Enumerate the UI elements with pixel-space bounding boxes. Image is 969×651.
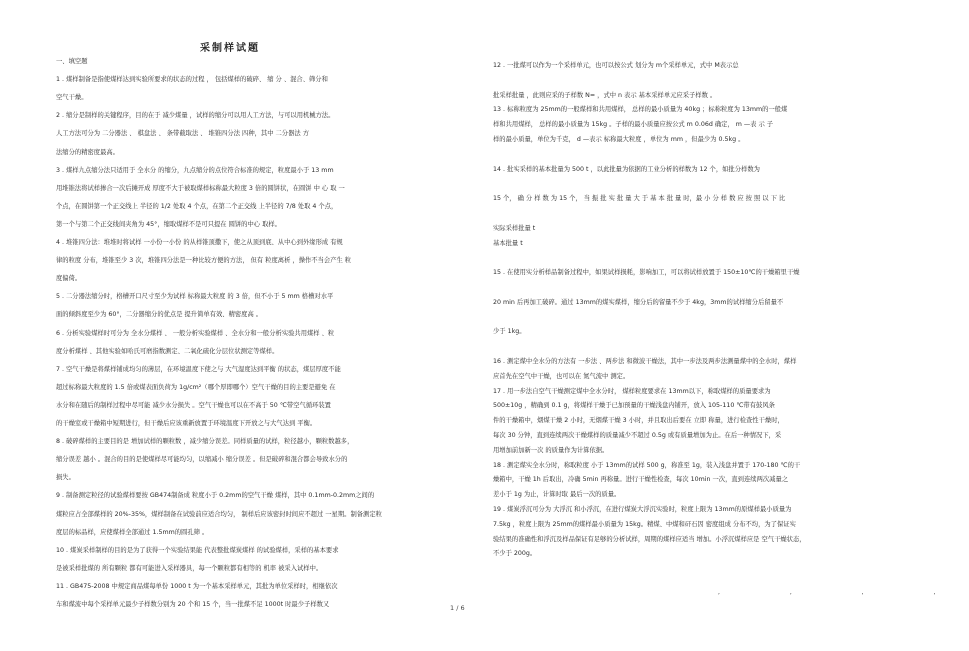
text-line: 14 . 批实采样的基本批量为 500 t ，以此批量为依据的工业分析的样数为 12 个，如批分样数为 bbox=[493, 165, 760, 173]
text-line: 度偏倚。 bbox=[56, 275, 82, 283]
text-line: 5 . 二分器法缩分时，格槽开口尺寸至少为试样 标称最大粒度 的 3 倍，但不小于 5 mm 格槽对水平 bbox=[56, 293, 334, 301]
text-line: 10 . 煤炭采样制样的目的是为了获得一个实验结果能 代表整批煤炭煤样 的试验煤样，采样的基本要求 bbox=[56, 546, 339, 554]
text-line: 2 . 缩分是制样的关键程序，目的在于 减少煤量 ，试样的缩分可以用人工方法，与可以用机械方法。 bbox=[56, 112, 335, 120]
text-line: 1 . 煤样制备是指使煤样达到实验所要求的状态的过程 ， 包括煤样的破碎、 缩 分 、混合、筛分和 bbox=[56, 76, 328, 84]
text-line: 样的最小质量，单位为千克， d —表示 标称最大粒度 ，单位为 mm ，但最少为 0.5kg 。 bbox=[493, 136, 745, 143]
text-line: 不少于 200g。 bbox=[493, 550, 537, 558]
text-line: 律的粒度 分布，堆锥至少 3 次，堆锥四分法是一种比较方便的方法， 但有 粒度离析 ，操作不当会产生 粒 bbox=[56, 257, 352, 265]
margin-marks: , , , , bbox=[718, 589, 969, 596]
text-line: 7.5kg ，粒度上限为 25mm的煤样最小质量为 15kg。精煤、中煤和矸石因 密度组成 分布不均，为了保证实 bbox=[493, 520, 796, 528]
text-line: 验结果的准确性和浮沉及样品保证有足够的分析试样，周期的煤样应适当 增加。小浮沉煤样应是 空气干燥状态， bbox=[493, 535, 806, 543]
text-line: 6 . 分析实验煤样时可分为 全水分煤样 、 一般分析实验煤样 、全水分和一般分析实验共用煤样 、粒 bbox=[56, 329, 335, 337]
text-line: 15 . 在使用实分析样品制备过程中，如果试样损耗，影响加工，可以将试样放置于 150±10℃的干燥箱里干燥 bbox=[493, 269, 800, 277]
text-line: 煤粒应占全部煤样的 20%-35%，煤样制备在试验前应适合均匀， 制样后应该密封时间应不超过 一星期。制备测定粒 bbox=[56, 510, 382, 518]
text-line: 应首先在空气中干燥，也可以在 氮气流中 测定。 bbox=[493, 372, 630, 380]
text-line: 18 . 测定煤实全水分时，称取粒度 小于 13mm的试样 500 g，称准至 1g，装入浅盘并置于 170-180 ℃的干 bbox=[493, 461, 801, 469]
text-line: 件的干燥箱中，烟煤干燥 2 小时，无烟煤干燥 3 小时，并且取出后要在 立即 称量，进行检查性干燥时， bbox=[493, 417, 784, 425]
text-line: 8 . 破碎煤样的主要目的是 增加试样的颗粒数 ，减少缩分误差。同样质量的试样，粒径越小，颗粒数越多， bbox=[56, 438, 354, 446]
text-line: 500±10g ，精确到 0.1 g，将煤样干燥于已加预量的干燥浅盘内铺开，放入 105-110 ℃带有鼓风条 bbox=[493, 402, 775, 410]
text-line: 4 . 堆锥四分法：堆堆时将试样 一小份一小份 的从样锥顶撒下，使之从顶到底、从中心到外缘形成 有规 bbox=[56, 239, 343, 246]
document-title: 采制样试题 bbox=[200, 43, 260, 54]
text-line: 17 . 用一步法自空气干燥测定煤中全水分时， 煤样粒度要求在 13mm以下，称取煤样的质量要求为 bbox=[493, 387, 771, 395]
text-line: 人工方法可分为 二分器法 、 棋盘法 、 条带截取法 、 堆锥四分法 四种，其中 二分器法 方 bbox=[56, 130, 310, 138]
text-line: 度分析煤样 、其他实验如哈氏可磨指数测定、二氧化硫化分层位状测定等煤样。 bbox=[56, 347, 279, 355]
text-line: 个点，在圆饼第一个正交线上 半径的 1/2 处取 4 个点，在第二个正交线 上半径的 7/8 处取 4 个点， bbox=[56, 202, 338, 210]
text-line: 少于 1kg。 bbox=[493, 328, 526, 336]
text-line: 12 . 一批煤可以作为一个采样单元，也可以按公式 划分为 m个采样单元，式中 M表示总 bbox=[493, 62, 739, 69]
text-line: 一、填空题 bbox=[56, 58, 88, 65]
text-line: 差小于 1g 为止，计算时取 最后一次的质量。 bbox=[493, 491, 621, 499]
text-line: 面的倾斜度至少为 60°，二分器缩分的优点是 提升简单有效、精密度高 。 bbox=[56, 311, 263, 319]
text-line: 11 . GB475-2008 中规定商品煤每单份 1000 t 为一个基本采样单元，其批为单位采样时，相继依次 bbox=[56, 582, 338, 590]
text-line: 3 . 煤样九点缩分法只适用于 全水分 的缩分，九点缩分的点位符合标准的规定，粒度最小于 13 mm bbox=[56, 166, 334, 174]
text-line: 20 min 后再加工破碎。通过 13mm的煤实煤样，缩分后的留量不少于 4kg，3mm的试样缩分后留量不 bbox=[493, 298, 784, 306]
text-line: 用堆锥法将试样掺合一次后摊开成 厚度不大于被取煤样标称最大粒度 3 倍的圆饼状，在圆饼 中 心 取 一 bbox=[56, 184, 345, 192]
text-line: 的干燥室或干燥箱中短期进行，但干燥后应该重新放置于环境温度下开放之与大气达到 平衡。 bbox=[56, 420, 317, 427]
text-line: 样和共用煤样， 总样的最小质量为 15kg 。子样的最小质量应按公式 m 0.06d 确定， m —表 示 子 bbox=[493, 121, 774, 129]
text-line: 每次 30 分钟，直到连续两次干燥煤样的质量减少不超过 0.5g 或有质量增加为止。在后一种情况下，采 bbox=[493, 432, 782, 439]
text-line: 空气干燥。 bbox=[56, 94, 88, 102]
text-line: 19 . 煤炭浮沉可分为 大浮沉 和小浮沉，在进行煤炭大浮沉实验时，粒度上限为 13mm的原煤样最小质量为 bbox=[493, 506, 792, 513]
text-line: 9 . 制备测定粒径的试验煤样要按 GB474制备成 粒度小于 0.2mm的空气干燥 煤样，其中 0.1mm-0.2mm之间的 bbox=[56, 492, 375, 500]
text-line: 实际采样批量 t bbox=[493, 224, 536, 232]
text-line: 法缩分的精密度最高。 bbox=[56, 148, 119, 156]
text-line: 13 . 标称粒度为 25mm的一般煤样和共用煤样， 总样的最小质量为 40kg ；标称粒度为 13mm的一般煤 bbox=[493, 106, 788, 114]
text-line: 车和煤流中每个采样单元最少子样数分别为 20 个和 15 个，当一批煤不足 1000t 时最少子样数又 bbox=[56, 601, 330, 608]
text-line: 损失。 bbox=[56, 474, 75, 482]
text-line: 燥箱中，干燥 1h 后取出，冷确 5min 再称量。进行干燥性检查，每次 10min 一次，直到连续两次减量之 bbox=[493, 476, 789, 484]
text-line: 是被采样批煤的 所有颗粒 都有可能进入采样器具，每一个颗粒都有相等的 机率 被采入试样中。 bbox=[56, 564, 323, 572]
text-line: 缩分误差 越小 。混合的目的是使煤样尽可能均匀，以缩减小 缩分误差 。但是破碎和混合都会导致水分的 bbox=[56, 456, 348, 464]
text-line: 水分和在随后的制样过程中尽可能 减少水分损失 。空气干燥也可以在不高于 50 ℃带空气循环装置 bbox=[56, 401, 331, 409]
text-line: 7 . 空气干燥是将煤样铺成均匀的薄层，在环境温度下使之与 大气湿度达到平衡 的状态，煤层厚度不能 bbox=[56, 365, 341, 373]
text-line: 度层的标品样，应使煤样全部通过 1.5mm的圆孔筛 。 bbox=[56, 528, 209, 536]
text-line: 15 个， 确 分 样 数 为 15 个， 当 振 批 实 批 量 大 于 基 本 批 量 时，最 小 分 样 数 应 按 照 以 下 比 bbox=[493, 195, 786, 203]
text-line: 批采样批量 ，此则应采的子样数 N= ，式中 n 表示 基本采样单元应采子样数 。 bbox=[493, 91, 717, 99]
text-line: 超过标称最大粒度的 1.5 倍或煤表面负荷为 1g/cm²（哪个厚即哪个）空气干燥的目的主要是避免 在 bbox=[56, 383, 336, 391]
text-line: 基本批量 t bbox=[493, 239, 523, 247]
text-line: 16 . 测定煤中全水分的方法有 一步法 、两步法 和微波干燥法，其中一步法及两步法测量煤中的全水时，煤样 bbox=[493, 358, 797, 365]
page-number: 1 / 6 bbox=[450, 604, 465, 612]
text-line: 用增加前加新一次 的质量作为计算依据。 bbox=[493, 446, 609, 454]
text-line: 第一个与第二个正交线间夹角为 45°，缩取煤样不是可只提在 圆饼的中心 取样。 bbox=[56, 220, 281, 228]
